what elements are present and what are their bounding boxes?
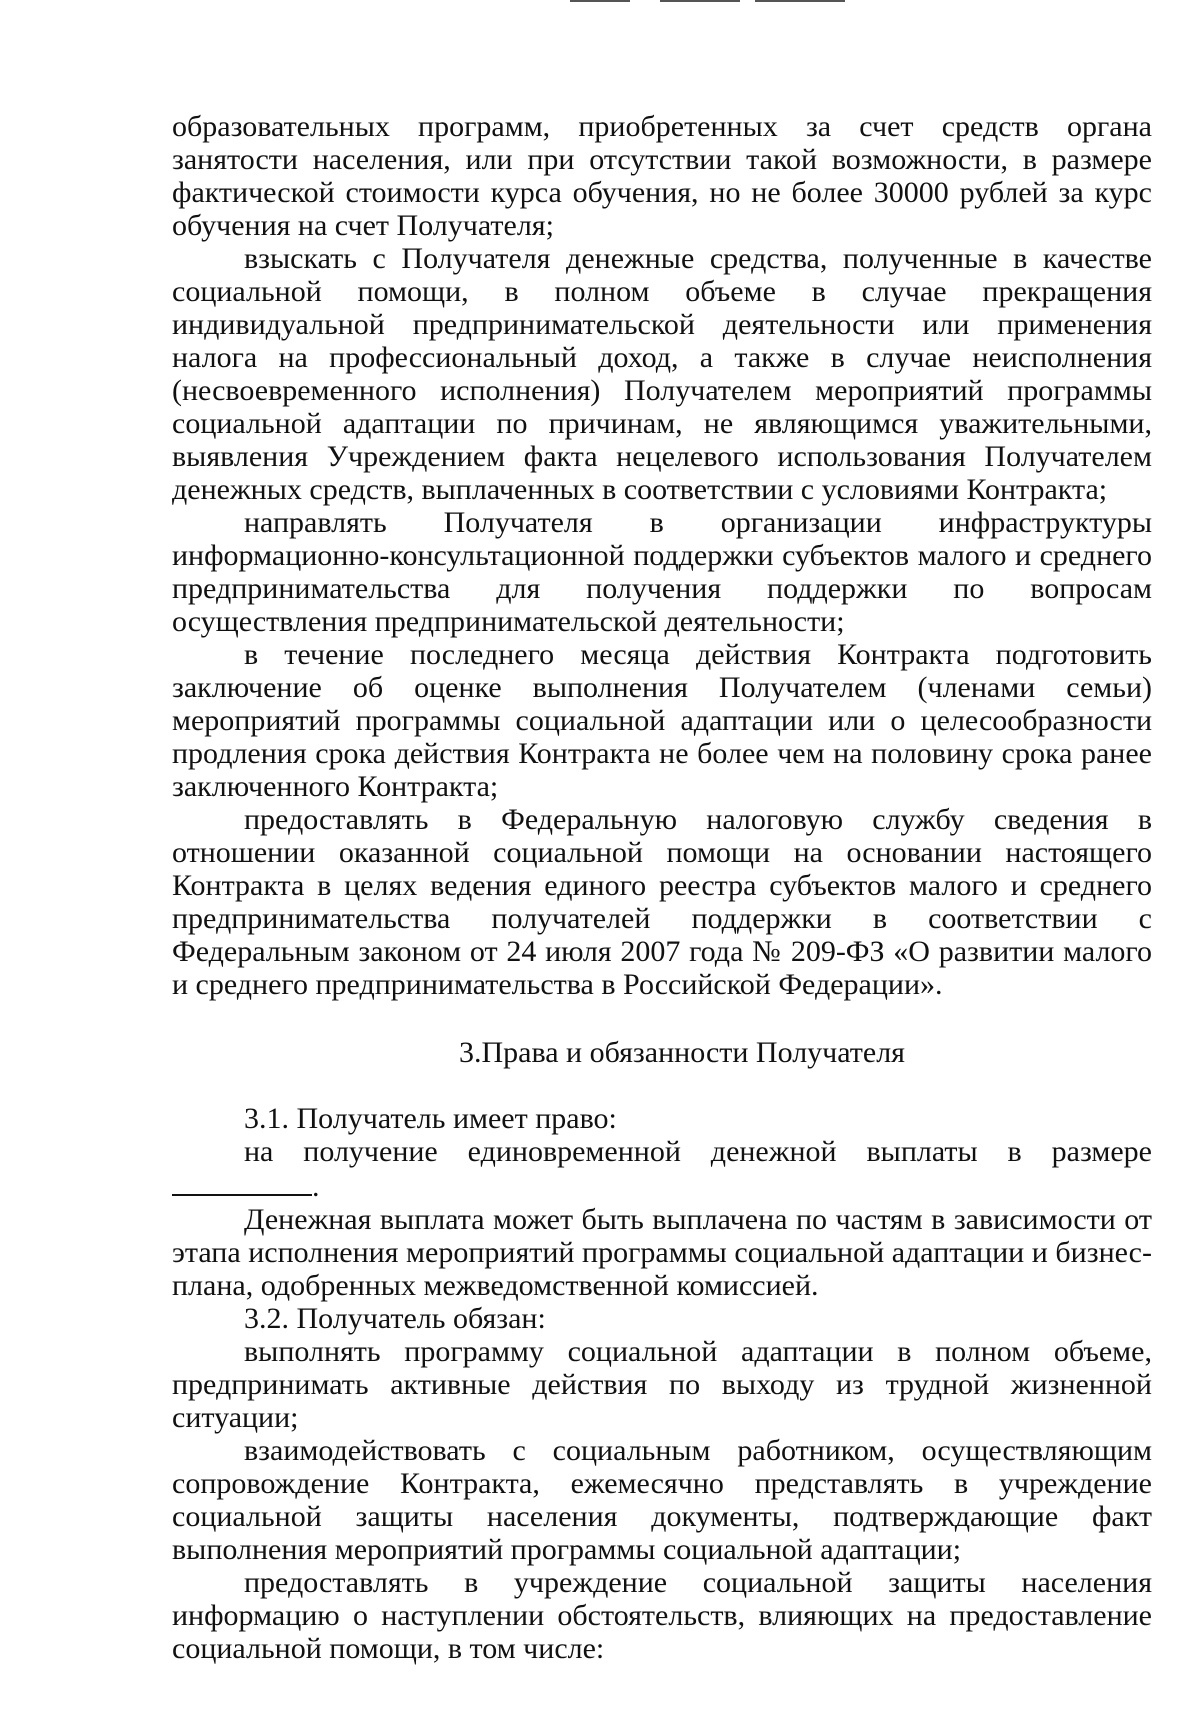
- scan-mark: [660, 0, 740, 2]
- paragraph-recover-funds: взыскать с Получателя денежные средства, полученные в качестве социальной помощи, в полном объеме в случае прекращения индивидуальной предпринимательской деятельности или применения налога на профессиональный доход, а также в случае неисполнения (несвоевременного исполнения) Получателем мероприятий программы социальной адаптации по причинам, не являющимся уважительными, выявления Учреждением факта нецелевого использования Получателем денежных средств, выплаченных в соответствии с условиями Контракта;: [172, 242, 1152, 506]
- paragraph-refer-recipient: направлять Получателя в организации инфраструктуры информационно-консультационной поддержки субъектов малого и среднего предпринимательства для получения поддержки по вопросам осуществления предпринимательской деятельности;: [172, 506, 1152, 638]
- paragraph-continuation: образовательных программ, приобретенных за счет средств органа занятости населения, или при отсутствии такой возможности, в размере фактической стоимости курса обучения, но не более 30000 рублей за курс обучения на счет Получателя;: [172, 110, 1152, 242]
- top-scan-marks: [540, 0, 860, 4]
- scan-mark: [755, 0, 845, 2]
- paragraph-interact-social-worker: взаимодействовать с социальным работником, осуществляющим сопровождение Контракта, ежемесячно представлять в учреждение социальной защиты населения документы, подтверждающие факт выполнения мероприятий программы социальной адаптации;: [172, 1434, 1152, 1566]
- spacer: [172, 1001, 1152, 1036]
- paragraph-provide-information: предоставлять в учреждение социальной защиты населения информацию о наступлении обстоятельств, влияющих на предоставление социальной помощи, в том числе:: [172, 1566, 1152, 1665]
- paragraph-prepare-conclusion: в течение последнего месяца действия Контракта подготовить заключение об оценке выполнения Получателем (членами семьи) мероприятий программы социальной адаптации или о целесообразности продления срока действия Контракта не более чем на половину срока ранее заключенного Контракта;: [172, 638, 1152, 803]
- paragraph-payment-parts: Денежная выплата может быть выплачена по частям в зависимости от этапа исполнения мероприятий программы социальной адаптации и бизнес-плана, одобренных межведомственной комиссией.: [172, 1203, 1152, 1302]
- clause-3-2: 3.2. Получатель обязан:: [244, 1302, 546, 1335]
- blank-amount-field: [172, 1168, 312, 1196]
- clause-3-1: 3.1. Получатель имеет право:: [244, 1102, 617, 1135]
- spacer: [172, 1069, 1152, 1102]
- document-page: [172, 110, 1152, 1665]
- payment-line-text: на получение единовременной денежной выплаты в размере: [244, 1135, 1152, 1168]
- paragraph-fulfill-program: выполнять программу социальной адаптации в полном объеме, предпринимать активные действия по выходу из трудной жизненной ситуации;: [172, 1335, 1152, 1434]
- scan-mark: [570, 0, 630, 2]
- section-heading: 3.Права и обязанности Получателя: [458, 1036, 905, 1069]
- payment-line-end: .: [312, 1170, 320, 1203]
- paragraph-tax-service: предоставлять в Федеральную налоговую службу сведения в отношении оказанной социальной помощи на основании настоящего Контракта в целях ведения единого реестра субъектов малого и среднего предпринимательства получателей поддержки в соответствии с Федеральным законом от 24 июля 2007 года № 209-ФЗ «О развитии малого и среднего предпринимательства в Российской Федерации».: [172, 803, 1152, 1001]
- payment-line: [172, 1135, 1152, 1203]
